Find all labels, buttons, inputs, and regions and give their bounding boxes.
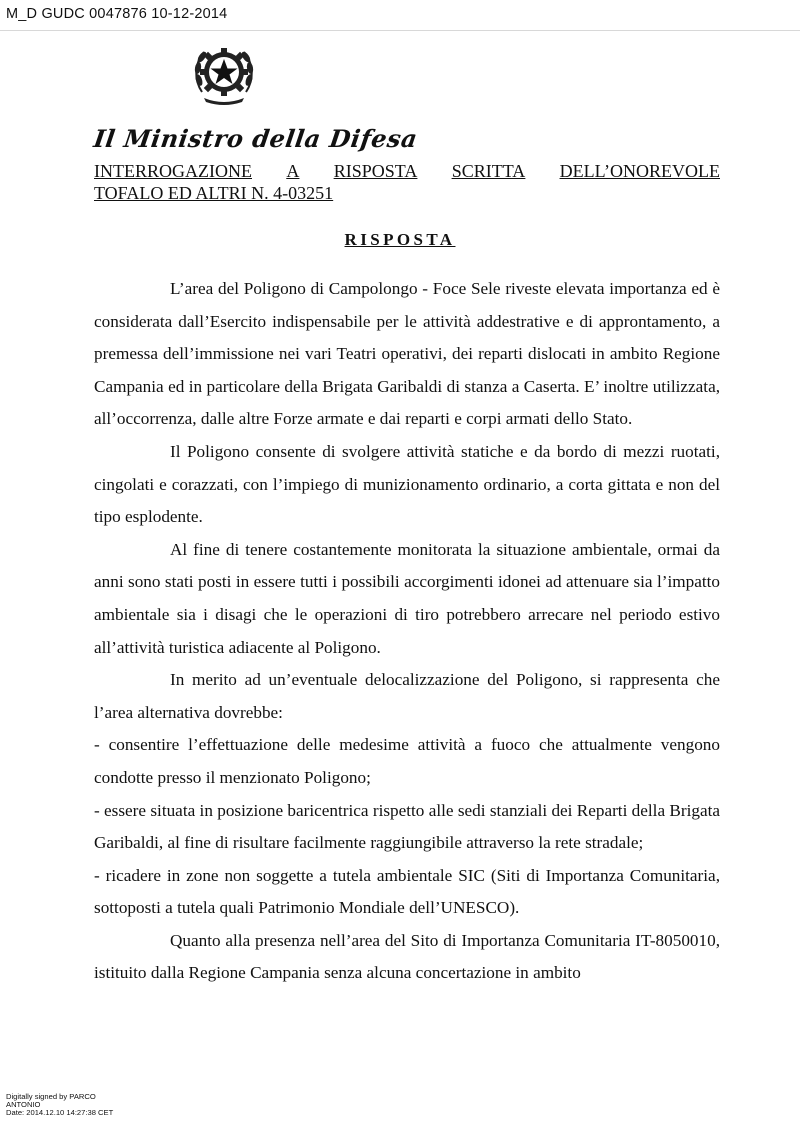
list-item: - essere situata in posizione baricentrica rispetto alle sedi stanziali dei Reparti della Brigata Garibaldi, al fine di risultare facilmente raggiungibile attraverso la rete stradale; <box>94 800 720 853</box>
subject-line-2: TOFALO ED ALTRI N. 4-03251 <box>94 183 334 203</box>
subject-word: A <box>286 161 300 181</box>
paragraph: Al fine di tenere costantemente monitorata la situazione ambientale, ormai da anni sono stati posti in essere tutti i possibili accorgimenti idonei ad attenuare sia l’impatto ambientale sia i disagi che le operazioni di tiro potrebbero arrecare nel periodo estivo all’attività turistica adiacente al Poligono. <box>94 539 720 657</box>
signature-line: ANTONIO <box>6 1100 41 1109</box>
signature-line: Date: 2014.12.10 14:27:38 CET <box>6 1108 114 1117</box>
italian-republic-emblem-icon <box>190 40 258 108</box>
subject-word: SCRITTA <box>451 161 526 181</box>
paragraph: L’area del Poligono di Campolongo - Foce Sele riveste elevata importanza ed è considerata dall’Esercito indispensabile per le attività addestrative e di approntamento, a premessa dell’immissione nei vari Teatri operativi, dei reparti dislocati in ambito Regione Campania ed in particolare della Brigata Garibaldi di stanza a Caserta. E’ inoltre utilizzata, all’occorrenza, dalle altre Forze armate e dai reparti e corpi armati dello Stato. <box>94 279 720 429</box>
subject-word: INTERROGAZIONE <box>94 161 252 181</box>
subject-word: DELL’ONOREVOLE <box>559 161 720 181</box>
paragraph: Il Poligono consente di svolgere attività statiche e da bordo di mezzi ruotati, cingolati e corazzati, con l’impiego di munizionamento ordinario, a corta gittata e non del tipo esplodente. <box>94 441 720 527</box>
list-item: - ricadere in zone non soggette a tutela ambientale SIC (Siti di Importanza Comunitaria, sottoposti a tutela quali Patrimonio Mondiale dell’UNESCO). <box>94 865 720 918</box>
response-heading: RISPOSTA <box>344 230 456 249</box>
paragraph: In merito ad un’eventuale delocalizzazione del Poligono, si rappresenta che l’area alternativa dovrebbe: <box>94 670 720 722</box>
list-item: - consentire l’effettuazione delle medesime attività a fuoco che attualmente vengono condotte presso il menzionato Poligono; <box>94 735 720 787</box>
paragraph: Quanto alla presenza nell’area del Sito di Importanza Comunitaria IT-8050010, istituito dalla Regione Campania senza alcuna concertazione in ambito <box>94 930 720 983</box>
signature-line: Digitally signed by PARCO <box>6 1092 96 1101</box>
subject-heading <box>94 160 720 204</box>
subject-word: RISPOSTA <box>333 161 418 181</box>
stamp-divider <box>0 30 800 31</box>
minister-title: Il Ministro della Difesa <box>91 124 420 153</box>
digital-signature <box>6 1093 113 1117</box>
response-body <box>94 273 720 990</box>
subject-line-1 <box>94 160 720 182</box>
protocol-stamp: M_D GUDC 0047876 10-12-2014 <box>6 6 228 22</box>
